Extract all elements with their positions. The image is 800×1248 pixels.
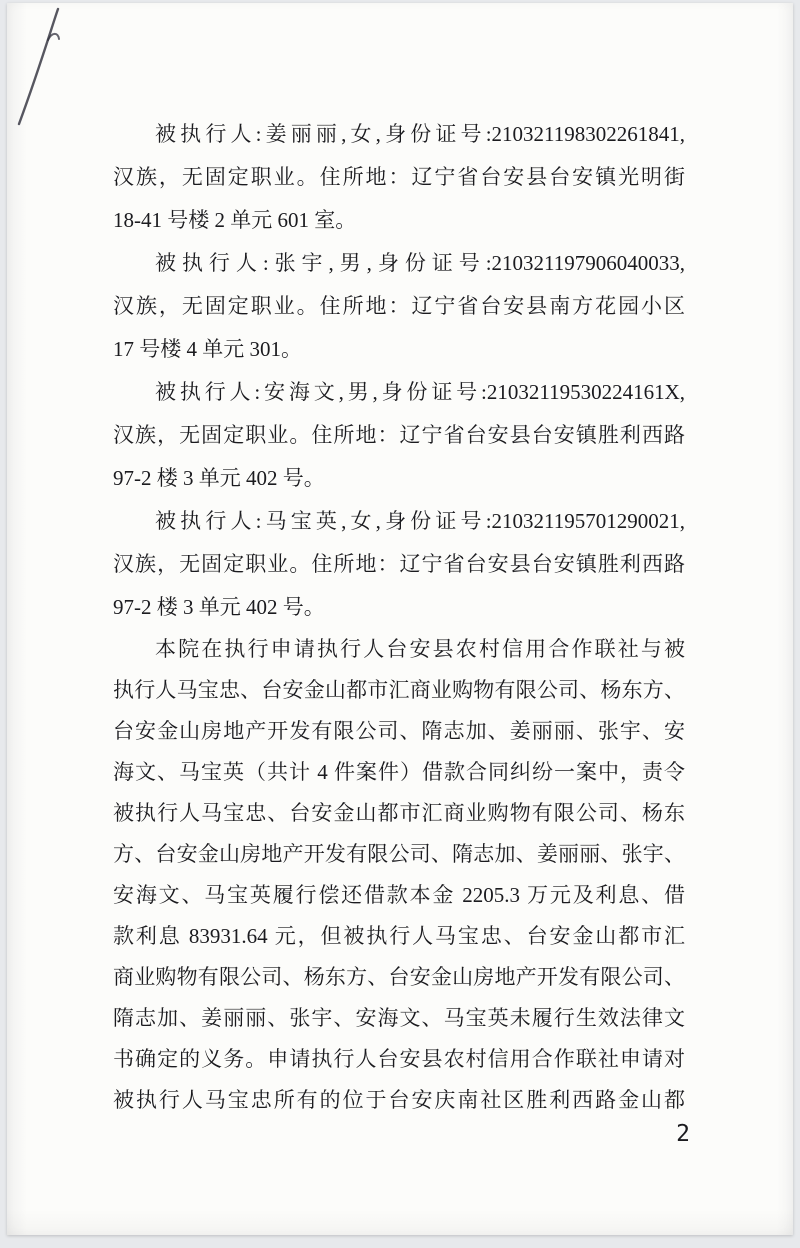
pen-mark-artifact: [7, 3, 87, 143]
document-page: [7, 3, 793, 1235]
text-line: 被执行人马宝忠所有的位于台安庆南社区胜利西路金山都: [113, 1088, 685, 1112]
text-line: 海文、马宝英（共计 4 件案件）借款合同纠纷一案中，责令: [113, 760, 685, 784]
text-line: 台安金山房地产开发有限公司、隋志加、姜丽丽、张宇、安: [113, 719, 685, 743]
text-line: 安海文、马宝英履行偿还借款本金 2205.3 万元及利息、借: [113, 883, 685, 907]
text-line: 97-2 楼 3 单元 402 号。: [113, 466, 325, 490]
paragraph: [113, 242, 685, 371]
text-line: 被执行人:张宇,男,身份证号:210321197906040033,: [155, 251, 685, 275]
text-line: 汉族，无固定职业。住所地：辽宁省台安县台安镇光明街: [113, 165, 685, 189]
text-line: 款利息 83931.64 元，但被执行人马宝忠、台安金山都市汇: [113, 924, 685, 948]
paragraph: [113, 500, 685, 629]
text-line: 方、台安金山房地产开发有限公司、隋志加、姜丽丽、张宇、: [113, 842, 685, 866]
paragraph: [113, 371, 685, 500]
text-line: 商业购物有限公司、杨东方、台安金山房地产开发有限公司、: [113, 965, 685, 989]
text-line: 汉族，无固定职业。住所地：辽宁省台安县台安镇胜利西路: [113, 552, 685, 576]
text-line: 汉族，无固定职业。住所地：辽宁省台安县台安镇胜利西路: [113, 423, 685, 447]
text-line: 汉族，无固定职业。住所地：辽宁省台安县南方花园小区: [113, 294, 685, 318]
text-line: 被执行人:姜丽丽,女,身份证号:210321198302261841,: [155, 122, 685, 146]
text-line: 书确定的义务。申请执行人台安县农村信用合作联社申请对: [113, 1047, 685, 1071]
paragraph: [113, 113, 685, 242]
text-line: 97-2 楼 3 单元 402 号。: [113, 595, 325, 619]
text-line: 18-41 号楼 2 单元 601 室。: [113, 208, 357, 232]
text-line: 本院在执行申请执行人台安县农村信用合作联社与被: [155, 637, 685, 661]
page-number: 2: [676, 1121, 690, 1147]
text-line: 17 号楼 4 单元 301。: [113, 337, 302, 361]
text-line: 被执行人:马宝英,女,身份证号:210321195701290021,: [155, 509, 685, 533]
document-body: [113, 113, 685, 1121]
text-line: 被执行人马宝忠、台安金山都市汇商业购物有限公司、杨东: [113, 801, 685, 825]
text-line: 隋志加、姜丽丽、张宇、安海文、马宝英未履行生效法律文: [113, 1006, 685, 1030]
text-line: 执行人马宝忠、台安金山都市汇商业购物有限公司、杨东方、: [113, 678, 685, 702]
paragraph: [113, 629, 685, 1121]
text-line: 被执行人:安海文,男,身份证号:21032119530224161X,: [155, 380, 685, 404]
